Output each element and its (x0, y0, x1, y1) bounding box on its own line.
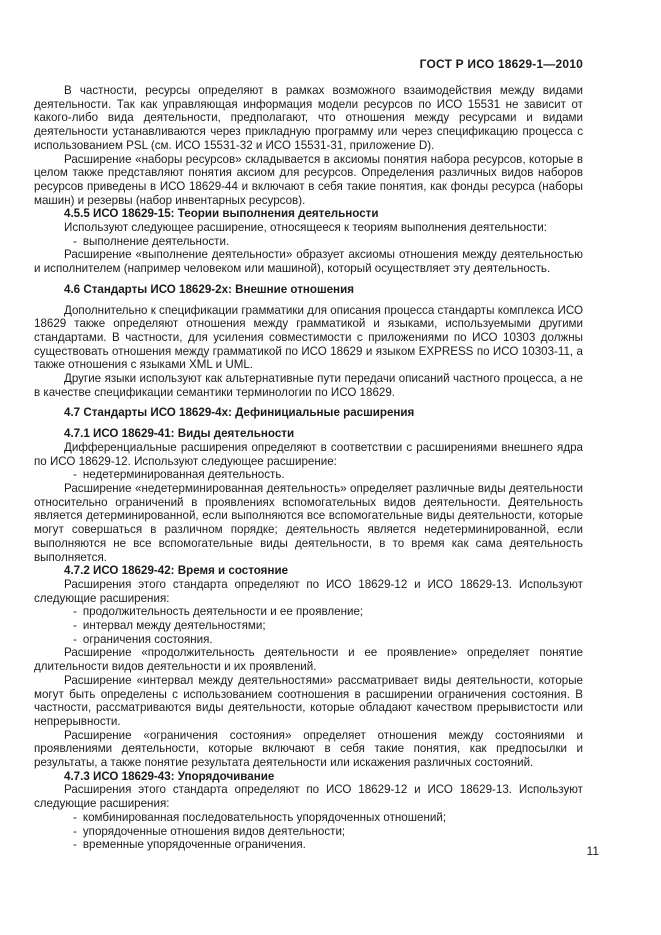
list-item-dash: - (73, 824, 77, 838)
document-body (34, 84, 583, 852)
paragraph: Дополнительно к спецификации грамматики для описания процесса стандарты комплекса ИСО 18629 также определяют отношения между грамматикой и языками, используемыми другими стандартами. В частности, для усиления совместимости с приложениями по ИСО 10303 должны существовать отношения между грамматикой по ИСО 18629 и языком EXPRESS по ИСО 10303-11, а также отношения с языками XML и UML. (34, 303, 583, 372)
list-item (34, 825, 583, 839)
running-header: ГОСТ Р ИСО 18629-1—2010 (419, 57, 583, 71)
list-item-text: интервал между деятельностями; (82, 619, 266, 633)
paragraph: Расширение «продолжительность деятельности и ее проявление» определяет понятие длительности видов деятельности и их проявлений. (34, 646, 583, 674)
list-item-text: комбинированная последовательность упорядоченных отношений; (82, 810, 447, 824)
list-item (34, 235, 583, 249)
list-item-dash: - (73, 619, 77, 633)
page-number: 11 (586, 844, 599, 858)
section-heading: 4.7 Стандарты ИСО 18629-4х: Дефинициальные расширения (64, 406, 415, 420)
paragraph: Используют следующее расширение, относящееся к теориям выполнения деятельности: (64, 221, 547, 235)
list-item (34, 633, 583, 647)
paragraph: Расширение «выполнение деятельности» образует аксиомы отношения между деятельностью и исполнителем (например человеком или машиной), который осуществляет эту деятельность. (34, 248, 583, 276)
list-item-text: продолжительность деятельности и ее проявление; (82, 605, 364, 619)
list-item (34, 619, 583, 633)
subsection-heading: 4.7.3 ИСО 18629-43: Упорядочивание (64, 769, 275, 783)
paragraph: Расширение «интервал между деятельностями» рассматривает виды деятельности, которые могут быть определены с использованием соотношения в расширении ограничения состояния. В частности, рассматриваются виды деятельности, которые обладают качеством прерывистости или непрерывности. (34, 673, 583, 728)
list-item-dash: - (73, 234, 77, 248)
list-item (34, 811, 583, 825)
list-item-dash: - (73, 468, 77, 482)
list-item-text: упорядоченные отношения видов деятельности; (82, 824, 346, 838)
list-item-dash: - (73, 632, 77, 646)
paragraph: Расширение «недетерминированная деятельность» определяет различные виды деятельности относительно ограничений в проявлениях вспомогательных видов деятельности. Деятельность является детерминированной, если выполняются все вспомогательные виды деятельности, которые могут совершаться в различном порядке; деятельность является недетерминированной, если выполняются не все вспомогательные виды деятельности, в то время как сама деятельность выполняется. (34, 481, 583, 564)
list-item-text: временные упорядоченные ограничения. (82, 838, 306, 852)
paragraph: Другие языки используют как альтернативные пути передачи описаний частного процесса, а не в качестве спецификации семантики терминологии по ИСО 18629. (34, 372, 583, 399)
paragraph: Расширение «ограничения состояния» определяет отношения между состояниями и проявлениями деятельности, которые включают в себя такие понятия, как предпосылки и результаты, а также понятие результата деятельности или искажения различных состояний. (34, 728, 583, 770)
paragraph: Расширение «наборы ресурсов» складывается в аксиомы понятия набора ресурсов, которые в целом также представляют понятия аксиом для ресурсов. Определения различных видов наборов ресурсов приведены в ИСО 18629-44 и включают в себя такие понятия, как фонды ресурса (наборы машин) и резервы (набор инвентарных ресурсов). (34, 152, 583, 207)
subsection-heading: 4.7.1 ИСО 18629-41: Виды деятельности (64, 427, 295, 441)
list-item-dash: - (73, 810, 77, 824)
list-item-dash: - (73, 605, 77, 619)
list-item (34, 468, 583, 482)
paragraph: Расширения этого стандарта определяют по ИСО 18629-12 и ИСО 18629-13. Используют следующие расширения: (34, 577, 583, 605)
paragraph: Расширения этого стандарта определяют по ИСО 18629-12 и ИСО 18629-13. Используют следующие расширения: (34, 783, 583, 811)
section-heading: 4.6 Стандарты ИСО 18629-2х: Внешние отношения (64, 282, 354, 296)
list-item (34, 605, 583, 619)
paragraph: В частности, ресурсы определяют в рамках возможного взаимодействия между видами деятельности. Так как управляющая информация модели ресурсов по ИСО 15531 не зависит от какого-либо вида деятельности, предполагают, что отношения между ресурсами и видами деятельности устанавливаются через прикладную программу или через спецификацию процесса с использованием PSL (см. ИСО 15531-32 и ИСО 15531-31, приложение D). (34, 84, 583, 152)
list-item-text: ограничения состояния. (82, 632, 213, 646)
list-item-text: недетерминированная деятельность. (82, 468, 285, 482)
list-item-text: выполнение деятельности. (82, 234, 230, 248)
subsection-heading: 4.5.5 ИСО 18629-15: Теории выполнения деятельности (64, 207, 379, 221)
subsection-heading: 4.7.2 ИСО 18629-42: Время и состояние (64, 564, 289, 578)
paragraph: Дифференциальные расширения определяют в соответствии с расширениями внешнего ядра по ИСО 18629-12. Используют следующее расширение: (34, 440, 583, 468)
list-item-dash: - (73, 838, 77, 852)
